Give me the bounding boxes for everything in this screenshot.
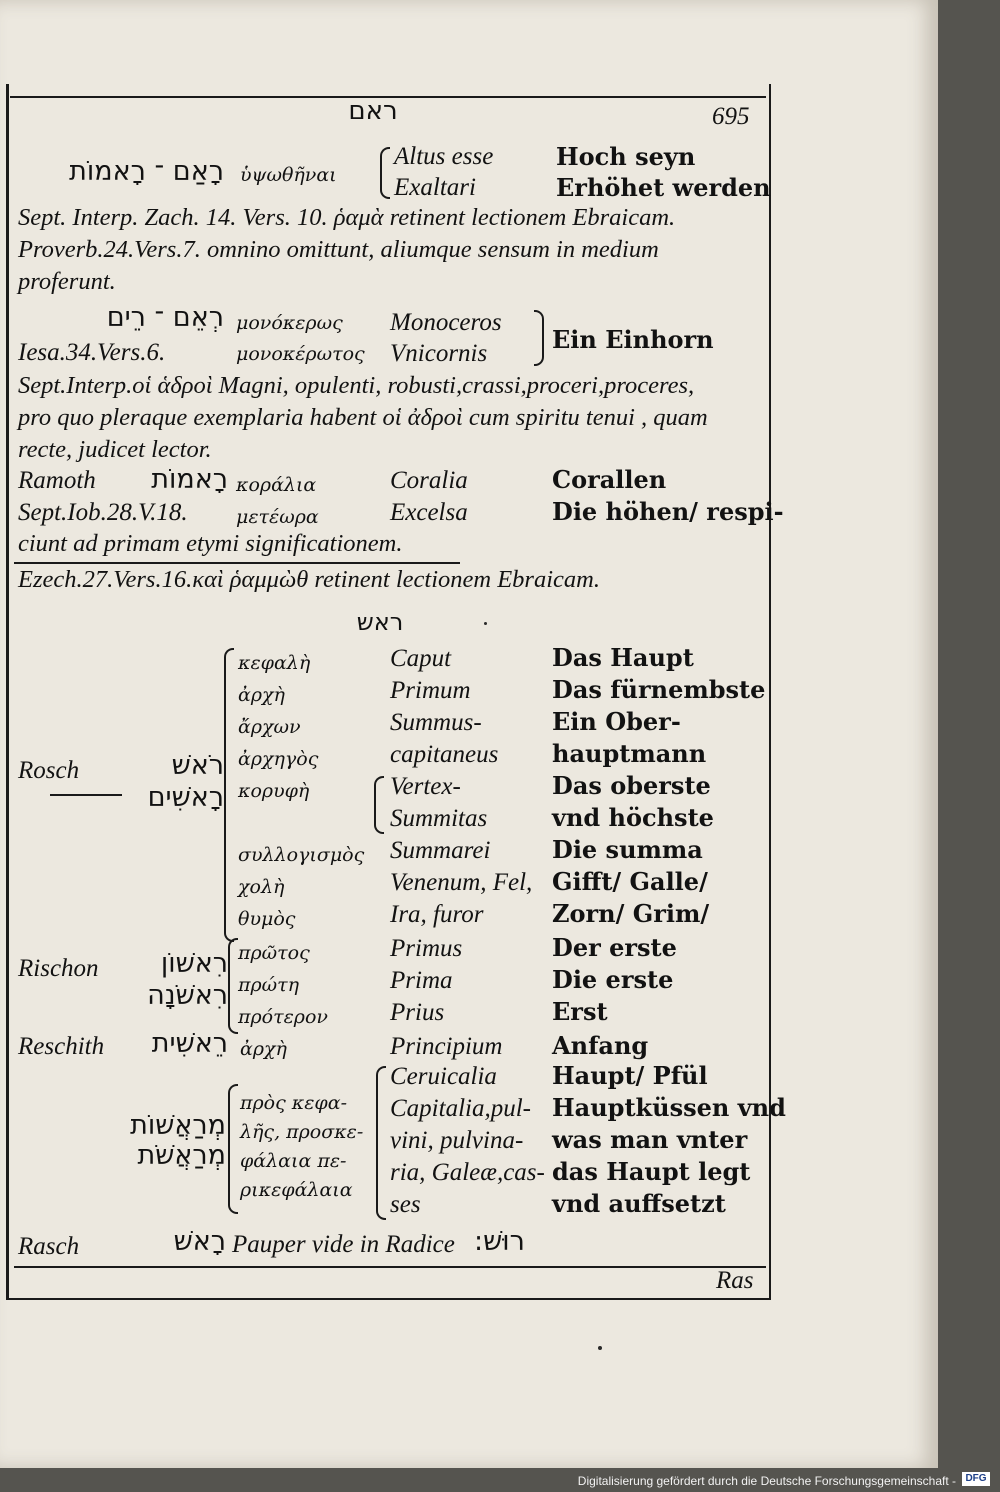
- hebrew-headword: מְרַאֲשֹׁת: [137, 1140, 226, 1171]
- greek-gloss: πρῶτος: [238, 942, 310, 964]
- latin-gloss: Coralia: [390, 467, 468, 494]
- greek-gloss: πρώτη: [238, 974, 300, 996]
- latin-gloss: Vertex-: [390, 773, 461, 800]
- paper-spot: [598, 1346, 602, 1350]
- greek-gloss: ρικεφάλαια: [240, 1179, 353, 1201]
- german-gloss: Erst: [552, 997, 608, 1026]
- latin-gloss: Principium: [390, 1033, 503, 1060]
- transliteration: Reschith: [18, 1033, 105, 1060]
- hebrew-headword: רֹאשׁ: [171, 750, 224, 781]
- greek-gloss: κεφαλὴ: [238, 652, 311, 674]
- greek-gloss: λῆς, προσκε-: [240, 1121, 364, 1143]
- latin-gloss: Exaltari: [394, 174, 476, 201]
- note-line: Sept.Interp.οἱ ἁδροὶ Magni, opulenti, robusti,crassi,proceri,proceres,: [18, 372, 695, 399]
- page-number: 695: [712, 103, 750, 130]
- latin-gloss: Summus-: [390, 709, 482, 736]
- cross-reference: Pauper vide in Radice: [232, 1231, 455, 1258]
- brace: [228, 1084, 238, 1214]
- latin-gloss: Venenum, Fel,: [390, 869, 533, 896]
- german-gloss: vnd höchste: [552, 803, 714, 832]
- brace: [224, 648, 234, 942]
- hebrew-headword: מְרַאֲשׁוֹת: [130, 1110, 226, 1141]
- greek-gloss: μονόκερως: [236, 312, 343, 334]
- greek-gloss: συλλογισμὸς: [238, 844, 365, 866]
- german-gloss: Hoch seyn: [556, 142, 696, 171]
- german-gloss: Hauptküssen vnd: [552, 1093, 786, 1122]
- note-line: Sept. Interp. Zach. 14. Vers. 10. ῥαμὰ retinent lectionem Ebraicam.: [18, 204, 676, 231]
- root-reference: רוּשׁ:: [474, 1226, 525, 1257]
- greek-gloss: κοράλια: [236, 474, 317, 496]
- latin-gloss: Capitalia,pul-: [390, 1095, 531, 1122]
- hebrew-headword: רְאֵם ־ רֵים: [106, 302, 224, 333]
- german-gloss: vnd auffsetzt: [552, 1189, 726, 1218]
- greek-gloss: κορυφὴ: [238, 780, 310, 802]
- greek-gloss: ἄρχων: [238, 716, 301, 738]
- hebrew-headword: רִאשֹׁנָה: [147, 980, 228, 1011]
- german-gloss: Zorn/ Grim/: [552, 899, 710, 928]
- greek-gloss: ἀρχὴ: [238, 684, 285, 706]
- german-gloss: Anfang: [552, 1031, 649, 1060]
- german-gloss: Haupt/ Pfül: [552, 1061, 708, 1090]
- hebrew-headword: רָאמוֹת: [151, 464, 228, 495]
- greek-gloss: ἀρχὴ: [240, 1038, 287, 1060]
- latin-gloss: vini, pulvina-: [390, 1127, 524, 1154]
- latin-gloss: Ira, furor: [390, 901, 484, 928]
- greek-gloss: φάλαια πε-: [240, 1150, 347, 1172]
- transliteration: Rosch: [18, 757, 80, 784]
- german-gloss: was man vnter: [552, 1125, 748, 1154]
- latin-gloss: Altus esse: [394, 143, 494, 170]
- latin-gloss: Primus: [390, 935, 463, 962]
- brace: [380, 147, 390, 199]
- hebrew-headword: רָאשִׁים: [147, 782, 224, 813]
- latin-gloss: Vnicornis: [390, 340, 488, 367]
- greek-gloss: μετέωρα: [236, 506, 319, 528]
- german-gloss: Das Haupt: [552, 643, 694, 672]
- brace: [534, 310, 544, 366]
- latin-gloss: Prima: [390, 967, 453, 994]
- brace: [374, 776, 384, 834]
- brace: [376, 1066, 386, 1220]
- greek-gloss: πρότερον: [238, 1006, 328, 1028]
- transliteration: Ramoth: [18, 467, 96, 494]
- dfg-logo: DFG: [962, 1472, 990, 1486]
- transliteration: Rasch: [18, 1233, 80, 1260]
- note-line: Proverb.24.Vers.7. omnino omittunt, aliumque sensum in medium: [18, 236, 659, 263]
- running-head-hebrew: ראם: [348, 96, 398, 126]
- german-gloss: Ein Ober-: [552, 707, 681, 736]
- greek-gloss: χολὴ: [238, 876, 285, 898]
- note-line: ciunt ad primam etymi significationem.: [18, 530, 403, 557]
- credit-text: Digitalisierung gefördert durch die Deutsche Forschungsgemeinschaft -: [577, 1474, 956, 1488]
- latin-gloss: Summarei: [390, 837, 491, 864]
- greek-gloss: θυμὸς: [238, 908, 296, 930]
- scripture-reference: Sept.Iob.28.V.18.: [18, 499, 188, 526]
- latin-gloss: Ceruicalia: [390, 1063, 497, 1090]
- transliteration: Rischon: [18, 955, 99, 982]
- hebrew-headword: רָאשׁ: [173, 1226, 226, 1257]
- hebrew-headword: רָאַם ־ רָאמוֹת: [69, 156, 224, 187]
- german-gloss: Das fürnembste: [552, 675, 766, 704]
- latin-gloss: Summitas: [390, 805, 488, 832]
- german-gloss: Ein Einhorn: [552, 325, 714, 354]
- paper-spot: [484, 622, 487, 625]
- scripture-reference: Iesa.34.Vers.6.: [18, 339, 166, 366]
- brace: [228, 938, 238, 1034]
- note-line: Ezech.27.Vers.16.καὶ ῥαμμὼθ retinent lectionem Ebraicam.: [18, 566, 600, 593]
- footer-bar: [0, 1468, 1000, 1492]
- german-gloss: Die summa: [552, 835, 703, 864]
- german-gloss: Erhöhet werden: [556, 173, 771, 202]
- greek-gloss: μονοκέρωτος: [236, 343, 365, 365]
- latin-gloss: Primum: [390, 677, 471, 704]
- section-title: ראש: [356, 608, 404, 636]
- note-line: proferunt.: [18, 268, 116, 295]
- hebrew-headword: רִאשׁוֹן: [160, 948, 228, 979]
- catchword: Ras: [716, 1267, 754, 1294]
- german-gloss: Das oberste: [552, 771, 711, 800]
- german-gloss: hauptmann: [552, 739, 707, 768]
- greek-gloss: ὑψωθῆναι: [240, 164, 337, 186]
- bottom-rule: [14, 1266, 766, 1268]
- latin-gloss: Monoceros: [390, 309, 502, 336]
- section-rule: [14, 562, 460, 564]
- german-gloss: Die erste: [552, 965, 674, 994]
- german-gloss: Die höhen/ respi-: [552, 497, 784, 526]
- german-gloss: Gifft/ Galle/: [552, 867, 708, 896]
- latin-gloss: ses: [390, 1191, 421, 1218]
- hebrew-headword: רֵאשִׁית: [151, 1028, 228, 1059]
- german-gloss: das Haupt legt: [552, 1157, 751, 1186]
- german-gloss: Corallen: [552, 465, 667, 494]
- latin-gloss: Prius: [390, 999, 445, 1026]
- note-line: pro quo pleraque exemplaria habent οἱ ἀδροὶ cum spiritu tenui , quam: [18, 404, 708, 431]
- german-gloss: Der erste: [552, 933, 677, 962]
- greek-gloss: ἀρχηγὸς: [238, 748, 319, 770]
- latin-gloss: Excelsa: [390, 499, 468, 526]
- greek-gloss: πρὸς κεφα-: [240, 1092, 347, 1114]
- latin-gloss: Caput: [390, 645, 452, 672]
- latin-gloss: capitaneus: [390, 741, 499, 768]
- note-line: recte, judicet lector.: [18, 436, 212, 463]
- latin-gloss: ria, Galeæ,cas-: [390, 1159, 545, 1186]
